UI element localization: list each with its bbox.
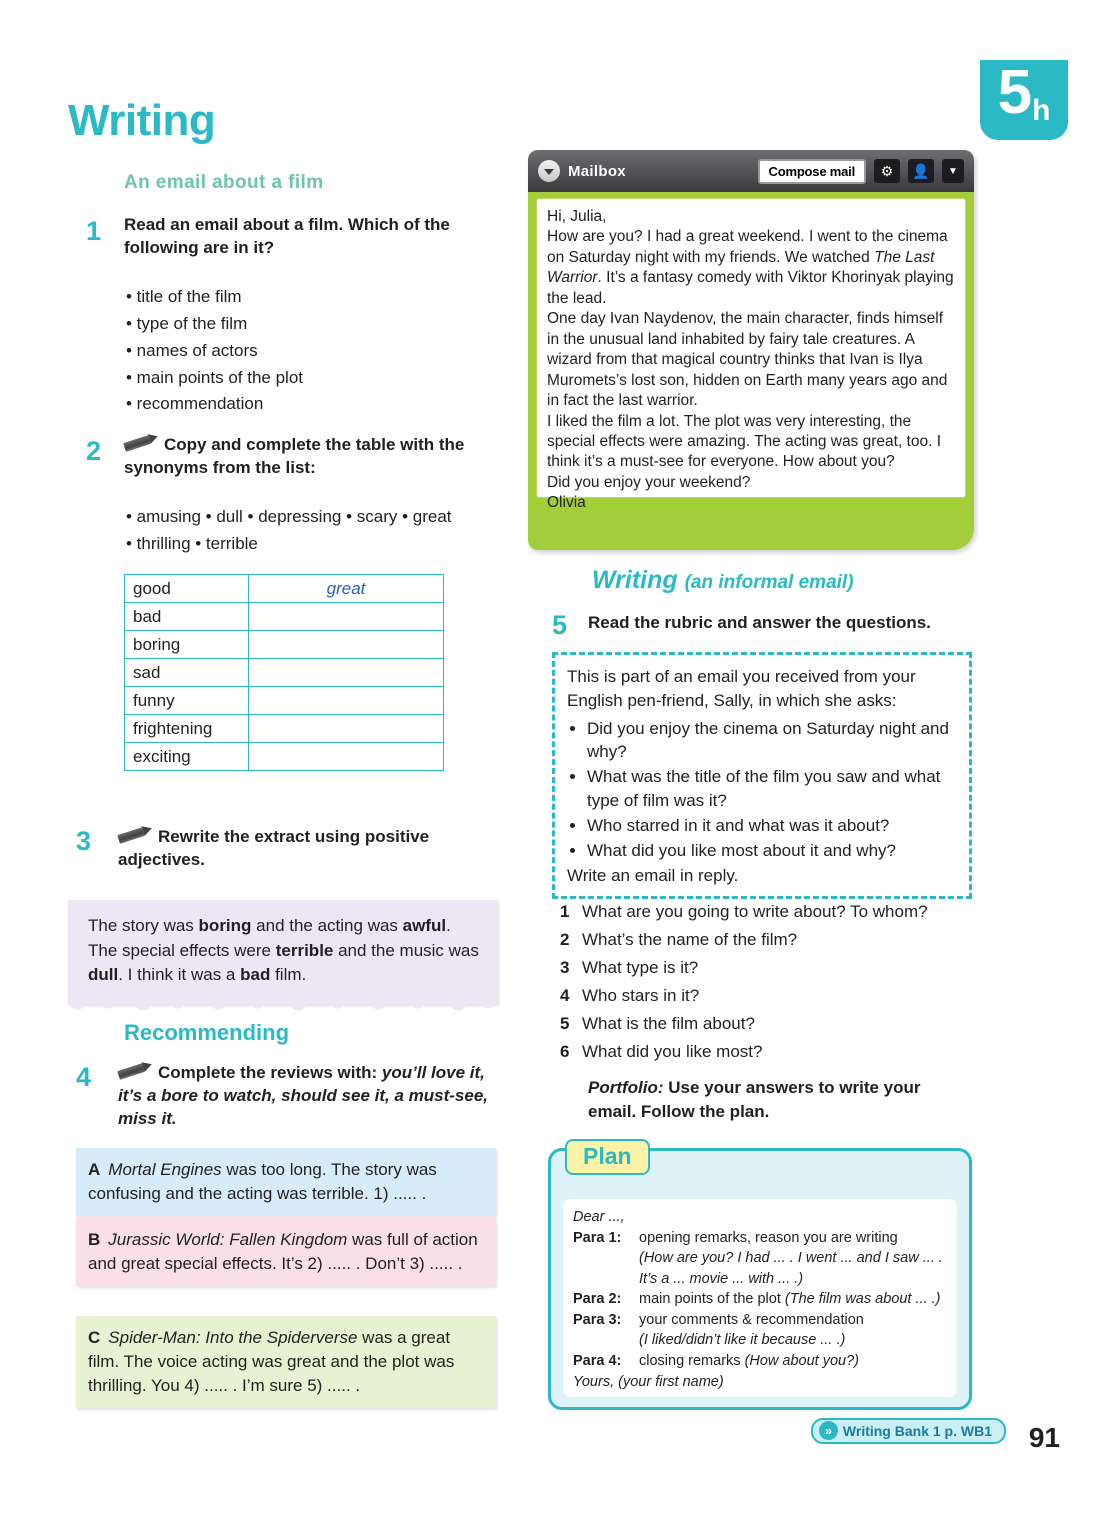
list-item: • title of the film — [126, 287, 242, 306]
review-label: B — [88, 1230, 101, 1249]
rubric-bullets — [567, 717, 957, 863]
table-row — [125, 687, 444, 715]
plan-row-value: main points of the plot (The film was about ... .) — [639, 1291, 941, 1308]
plan-box — [548, 1143, 972, 1410]
list-item: • names of actors — [126, 340, 258, 360]
table-row — [125, 575, 444, 603]
plan-row — [573, 1289, 947, 1310]
exercise-1-bullets — [126, 284, 303, 418]
word-list-line: • amusing • dull • depressing • scary • great — [126, 507, 452, 526]
email-paragraph-4: Did you enjoy your weekend? — [547, 473, 751, 491]
portfolio-label: Portfolio: — [588, 1078, 664, 1097]
review-film-title: Mortal Engines — [108, 1160, 222, 1179]
list-item: • What was the title of the film you saw and what type of film was it? — [587, 765, 957, 813]
email-greeting: Hi, Julia, — [547, 208, 607, 225]
list-item: 6 What did you like most? — [560, 1042, 763, 1062]
table-row — [125, 631, 444, 659]
contact-icon[interactable]: 👤 — [908, 159, 934, 183]
list-item: 3 What type is it? — [560, 958, 699, 978]
extract-text: The story was boring and the acting was awful. The special effects were terrible and the music was dull. I think it was a bad film. — [88, 916, 479, 985]
writing-section-heading: Writing (an informal email) — [592, 566, 854, 594]
review-film-title: Jurassic World: Fallen Kingdom — [108, 1230, 348, 1249]
plan-row — [573, 1351, 947, 1372]
exercise-5-number: 5 — [552, 610, 568, 640]
synonyms-table — [124, 574, 444, 771]
list-item: • type of the film — [126, 313, 248, 333]
pencil-icon — [124, 437, 158, 452]
table-cell-left: frightening — [125, 715, 249, 743]
portfolio-text: Use your answers to write your email. Follow the plan. — [588, 1078, 921, 1122]
review-film-title: Spider-Man: Into the Spiderverse — [108, 1328, 358, 1347]
exercise-3-number: 3 — [76, 826, 92, 856]
table-cell-right[interactable] — [249, 715, 444, 743]
table-row — [125, 743, 444, 771]
plan-row-key: Para 1: — [573, 1229, 622, 1246]
email-signature: Olivia — [547, 494, 586, 512]
email-body — [536, 198, 966, 512]
plan-content — [563, 1199, 957, 1397]
plan-tab-label: Plan — [565, 1139, 650, 1175]
review-label: C — [88, 1328, 101, 1347]
list-item: • recommendation — [126, 394, 264, 414]
list-item: 5 What is the film about? — [560, 1014, 755, 1034]
unit-tab — [980, 60, 1068, 140]
list-item: • Who starred in it and what was it about? — [587, 814, 957, 838]
plan-row — [573, 1228, 947, 1290]
writing-section-subheading: (an informal email) — [684, 572, 854, 593]
word-list-line: • thrilling • terrible — [126, 533, 258, 553]
gear-icon[interactable]: ⚙ — [874, 159, 900, 183]
exercise-2-number: 2 — [86, 436, 102, 466]
plan-signoff: Yours, (your first name) — [573, 1373, 724, 1390]
section-title: An email about a film — [124, 172, 324, 193]
email-paragraph-2: One day Ivan Naydenov, the main character, finds himself in the unusual land inhabited by fairy tale creatures. A wizard from that magical country thinks that Ivan is Ilya Muromets’s lost son, hidden on Earth many years ago and in fact the last warrior. — [547, 310, 948, 410]
plan-row-key: Para 3: — [573, 1311, 622, 1328]
exercise-1-instruction: Read an email about a film. Which of the following are in it? — [124, 215, 450, 257]
table-row — [125, 715, 444, 743]
exercise-2-instruction: Copy and complete the table with the synonyms from the list: — [124, 435, 465, 477]
list-item: 1 What are you going to write about? To whom? — [560, 902, 928, 921]
plan-row-value: closing remarks (How about you?) — [639, 1353, 860, 1370]
table-cell-left: boring — [125, 631, 249, 659]
list-item: • Did you enjoy the cinema on Saturday night and why? — [587, 717, 957, 765]
table-row — [125, 659, 444, 687]
mailbox-toolbar — [528, 150, 974, 192]
table-cell-right[interactable] — [249, 659, 444, 687]
mailbox-card — [528, 150, 974, 550]
review-label: A — [88, 1160, 101, 1179]
table-cell-left: sad — [125, 659, 249, 687]
pencil-icon — [118, 829, 152, 844]
table-row — [125, 603, 444, 631]
dropdown-icon[interactable] — [538, 160, 560, 182]
page-title: Writing — [68, 96, 216, 145]
review-card-a — [76, 1148, 496, 1216]
plan-row-value: your comments & recommendation (I liked/didn’t like it because ... .) — [639, 1311, 864, 1349]
question-list — [560, 898, 928, 1066]
recommending-heading: Recommending — [124, 1020, 290, 1045]
plan-row-key: Para 2: — [573, 1291, 622, 1308]
exercise-1-number: 1 — [86, 216, 102, 246]
review-text: was too long. The story was confusing and the acting was terrible. 1) ..... . — [88, 1160, 437, 1204]
table-cell-right[interactable] — [249, 743, 444, 771]
exercise-5-instruction: Read the rubric and answer the questions. — [588, 613, 931, 632]
table-cell-right[interactable] — [249, 687, 444, 715]
table-cell-right[interactable] — [249, 631, 444, 659]
unit-number: 5 — [997, 58, 1031, 127]
review-text: was full of action and great special effects. It’s 2) ..... . Don’t 3) ..... . — [88, 1230, 478, 1274]
table-cell-right[interactable]: great — [249, 575, 444, 603]
review-text: was a great film. The voice acting was great and the plot was thrilling. You 4) ..... . I’m sure 5) ..... . — [88, 1328, 455, 1396]
list-item: • main points of the plot — [126, 367, 303, 387]
rubric-outro: Write an email in reply. — [567, 866, 739, 886]
page-number: 91 — [1028, 1422, 1060, 1453]
extract-card — [68, 900, 498, 1004]
portfolio-instruction — [588, 1076, 958, 1124]
list-item: • What did you like most about it and why? — [587, 839, 957, 863]
table-cell-right[interactable] — [249, 603, 444, 631]
table-cell-left: funny — [125, 687, 249, 715]
plan-row-value: opening remarks, reason you are writing (How are you? I had ... . I went ... and I saw ... . It’s a ... movie ... with ... .) — [639, 1229, 943, 1287]
exercise-3-instruction: Rewrite the extract using positive adjectives. — [118, 827, 430, 869]
table-cell-left: exciting — [125, 743, 249, 771]
list-item: 4 Who stars in it? — [560, 986, 700, 1006]
table-cell-left: bad — [125, 603, 249, 631]
plan-row-key: Para 4: — [573, 1353, 622, 1370]
email-paragraph-1: How are you? I had a great weekend. I went to the cinema on Saturday night with my friends. We watched The Last Warrior. It’s a fantasy comedy with Viktor Khorinyak playing the lead. — [547, 228, 954, 307]
email-paragraph-3: I liked the film a lot. The plot was very interesting, the special effects were amazing. The acting was great, too. I think it’s a must-see for everyone. How about you? — [547, 412, 942, 471]
exercise-4-options: you’ll love it, it’s a bore to watch, should see it, a must-see, miss it. — [118, 1063, 489, 1128]
plan-row — [573, 1310, 947, 1351]
rubric-intro: This is part of an email you received from your English pen-friend, Sally, in which she asks: — [567, 667, 916, 710]
plan-salutation: Dear ..., — [573, 1209, 625, 1225]
list-item: 2 What’s the name of the film? — [560, 930, 798, 950]
table-cell-left: good — [125, 575, 249, 603]
rubric-box — [552, 652, 972, 899]
exercise-2-word-list — [126, 504, 516, 558]
pencil-icon — [118, 1065, 152, 1080]
review-card-b — [76, 1218, 496, 1286]
exercise-4-number: 4 — [76, 1062, 92, 1092]
review-card-c — [76, 1316, 496, 1408]
mailbox-title: Mailbox — [568, 162, 626, 180]
writing-bank-link[interactable]: » Writing Bank 1 p. WB1 — [811, 1418, 1006, 1444]
chevron-down-icon[interactable]: ▼ — [942, 159, 964, 183]
compose-mail-button[interactable]: Compose mail — [758, 159, 866, 184]
unit-letter: h — [1032, 94, 1051, 127]
exercise-4-instruction: Complete the reviews with: you’ll love it, it’s a bore to watch, should see it, a must-see, miss it. — [118, 1063, 489, 1128]
